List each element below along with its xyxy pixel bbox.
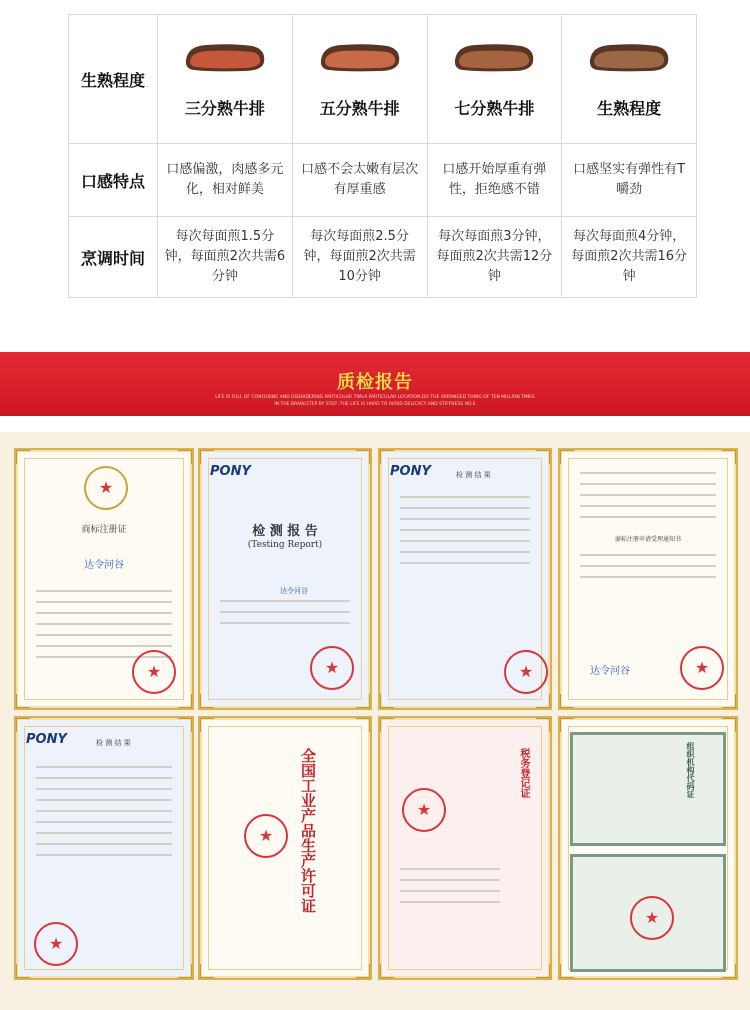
red-seal-icon (244, 814, 288, 858)
steak-image (586, 40, 672, 74)
certificate-application-notice (558, 448, 738, 710)
column-1 (292, 15, 427, 144)
code-card-top (570, 732, 726, 846)
time-cell: 每次每面煎2.5分钟，每面煎2次共需10分钟 (303, 229, 416, 284)
sample-name: 达令河谷 (280, 587, 308, 595)
steak-image (451, 40, 537, 74)
certificate-test-results (378, 448, 552, 710)
brand-mark: 达令河谷 (590, 666, 630, 677)
red-seal-icon (310, 646, 354, 690)
pony-logo: PONY (390, 464, 431, 479)
quality-report-banner (0, 352, 750, 416)
row-label-time: 烹调时间 (69, 217, 158, 298)
certificate-title: 检 测 结 果 (96, 739, 131, 747)
doneness-table (68, 14, 697, 298)
certificate-organization-code (558, 716, 738, 980)
feel-cell: 口感不会太嫩有层次有厚重感 (301, 162, 419, 197)
column-title: 三分熟牛排 (184, 98, 265, 118)
red-seal-icon (680, 646, 724, 690)
banner-subtitle: LIFE IS FULL OF CONFUSING AND DISORDERING PARTICULAR TIMLA PARTICULAR LOCATION,DO THE ARRANGED THING OF TEN MILLION TIMES IN THE BRAIN,STEP BY STEP ,THE LIFE IS HARD TO AVOID DELICACY AND STIFFNESS NO.E (215, 395, 535, 407)
feel-cell: 口感偏激，肉感多元化，相对鲜美 (166, 162, 284, 197)
column-0 (158, 15, 293, 144)
certificate-text-lines (400, 496, 530, 573)
certificate-title: 检 测 结 果 (456, 471, 491, 479)
table-row (69, 144, 697, 217)
feel-cell: 口感开始厚重有弹性，拒绝感不错 (442, 162, 547, 197)
table-row (69, 217, 697, 298)
brand-mark: 达令河谷 (84, 560, 124, 571)
certificate-text-lines (400, 868, 500, 912)
column-2 (427, 15, 562, 144)
steak-image (317, 40, 403, 74)
certificate-test-results-2 (14, 716, 194, 980)
time-cell: 每次每面煎1.5分钟，每面煎2次共需6分钟 (164, 229, 286, 284)
feel-cell: 口感坚实有弹性有T嚼劲 (573, 162, 686, 197)
certificate-title: 组织机构代码证 (686, 742, 696, 798)
table-row (69, 15, 697, 144)
national-emblem-icon (84, 466, 128, 510)
red-seal-icon (132, 650, 176, 694)
certificate-text-lines (36, 766, 172, 865)
column-title: 生熟程度 (597, 98, 662, 118)
certificate-title: 商标注册证 (81, 525, 127, 535)
column-3 (562, 15, 697, 144)
certificate-text-lines (580, 472, 716, 527)
certificate-text-lines (220, 600, 350, 633)
certificate-text-lines-2 (580, 554, 716, 587)
time-cell: 每次每面煎3分钟，每面煎2次共需12分钟 (436, 229, 553, 284)
pony-logo: PONY (210, 464, 251, 479)
red-seal-icon (504, 650, 548, 694)
column-title: 五分熟牛排 (319, 98, 400, 118)
red-seal-icon (34, 922, 78, 966)
red-seal-icon (630, 896, 674, 940)
certificate-tax-registration (378, 716, 552, 980)
banner-title: 质检报告 (337, 372, 413, 393)
time-cell: 每次每面煎4分钟，每面煎2次共需16分钟 (571, 229, 688, 284)
header-label: 生熟程度 (69, 15, 158, 144)
certificate-testing-report (198, 448, 372, 710)
certificate-title: 税务登记证 (518, 748, 529, 798)
column-title: 七分熟牛排 (454, 98, 535, 118)
certificate-title: 商标注册申请受理通知书 (614, 536, 681, 543)
red-seal-icon (402, 788, 446, 832)
certificate-production-license (198, 716, 372, 980)
certificate-subtitle: (Testing Report) (247, 540, 323, 550)
certificate-trademark (14, 448, 194, 710)
certificate-title: 全国工业产品生产许可证 (299, 748, 317, 913)
row-label-feel: 口感特点 (69, 144, 158, 217)
certificate-title: 检 测 报 告 (252, 524, 318, 539)
steak-image (182, 40, 268, 74)
pony-logo: PONY (26, 732, 67, 747)
